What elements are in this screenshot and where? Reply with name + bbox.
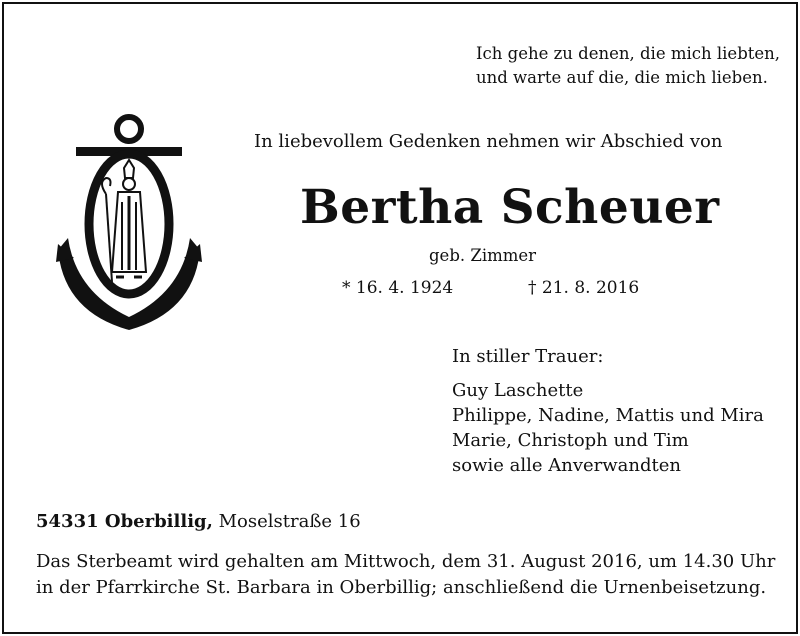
maiden-name: geb. Zimmer <box>429 246 537 265</box>
mourner-line: sowie alle Anverwandten <box>452 455 681 476</box>
death-date: † 21. 8. 2016 <box>528 278 640 298</box>
mourner-line: Philippe, Nadine, Mattis und Mira <box>452 405 764 426</box>
mourning-title: In stiller Trauer: <box>452 346 604 367</box>
mourner-line: Guy Laschette <box>452 380 584 401</box>
quote <box>476 42 780 90</box>
mourner-line: Marie, Christoph und Tim <box>452 430 689 451</box>
anchor-with-saint-icon <box>54 112 204 334</box>
quote-line-1: Ich gehe zu denen, die mich liebten, <box>476 44 781 63</box>
deceased-name: Bertha Scheuer <box>300 180 720 235</box>
obituary-frame <box>2 2 798 634</box>
intro-text: In liebevollem Gedenken nehmen wir Abschied von <box>254 131 723 152</box>
mourners-list <box>452 378 764 478</box>
service-line-2: in der Pfarrkirche St. Barbara in Oberbillig; anschließend die Urnenbeisetzung. <box>36 577 767 598</box>
service-line-1: Das Sterbeamt wird gehalten am Mittwoch, dem 31. August 2016, um 14.30 Uhr <box>36 551 776 572</box>
quote-line-2: und warte auf die, die mich lieben. <box>476 68 768 87</box>
address-street: Moselstraße 16 <box>218 511 361 532</box>
address-city: 54331 Oberbillig, <box>36 511 213 532</box>
address <box>36 511 361 532</box>
service-info <box>36 549 775 601</box>
birth-date: * 16. 4. 1924 <box>342 278 454 298</box>
